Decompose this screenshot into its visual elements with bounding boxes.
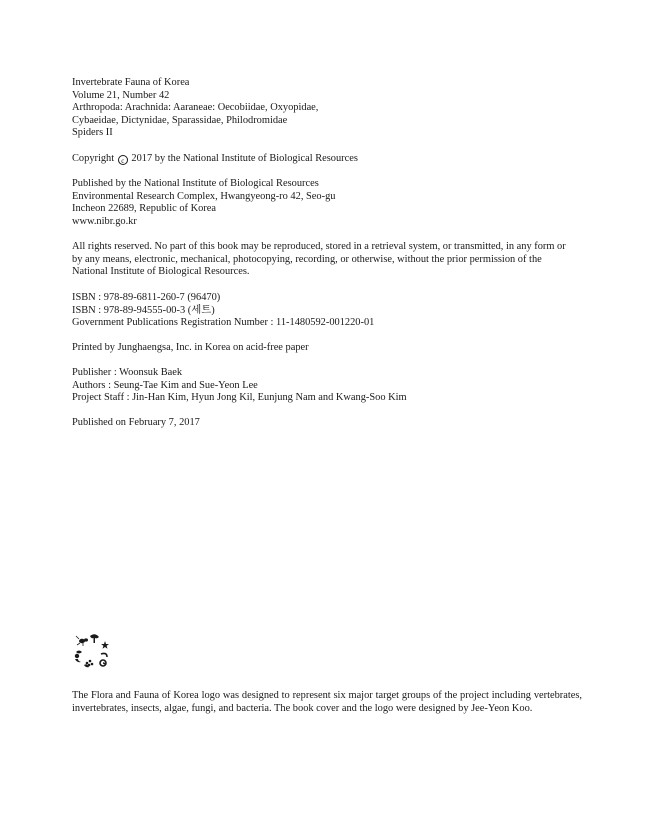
taxon-line-1: Arthropoda: Arachnida: Aaraneae: Oecobiidae, Oxyopidae,: [72, 102, 319, 114]
book-subtitle: Spiders II: [72, 127, 113, 139]
printer-text: Printed by Junghaengsa, Inc. in Korea on acid-free paper: [72, 342, 309, 353]
printer-note: [72, 342, 572, 355]
publication-date-text: Published on February 7, 2017: [72, 417, 200, 428]
publisher-address: [72, 178, 572, 228]
copyright-prefix: Copyright: [72, 153, 115, 164]
staff-credit: Project Staff : Jin-Han Kim, Hyun Jong Kil, Eunjung Nam and Kwang-Soo Kim: [72, 392, 407, 404]
isbn-block: [72, 292, 572, 330]
rights-text: All rights reserved. No part of this book may be reproduced, stored in a retrieval system, or transmitted, in any form or by any means, electronic, mechanical, photocopying, recording, or otherwise, without the prior permission of the National Institute of Biological Resources.: [72, 241, 566, 278]
copyright-symbol-icon: c: [118, 155, 128, 165]
publisher-credit: Publisher : Woonsuk Baek: [72, 367, 183, 378]
isbn-line-2: ISBN : 978-89-94555-00-3 (세트): [72, 304, 215, 316]
copyright-notice: [72, 153, 572, 166]
logo-description-text: The Flora and Fauna of Korea logo was designed to represent six major target groups of the project including vertebrates, invertebrates, insects, algae, fungi, and bacteria. The book cover and the logo were designed by Jee-Yeon Koo.: [72, 690, 582, 714]
authors-credit: Authors : Seung-Tae Kim and Sue-Yeon Lee: [72, 379, 258, 391]
publication-date: [72, 417, 572, 430]
address-line-2: Incheon 22689, Republic of Korea: [72, 203, 216, 215]
series-info: [72, 77, 572, 140]
logo-description: [72, 690, 582, 715]
address-line-1: Environmental Research Complex, Hwangyeong-ro 42, Seo-gu: [72, 190, 336, 202]
copyright-text: 2017 by the National Institute of Biological Resources: [131, 153, 358, 164]
taxon-line-2: Cybaeidae, Dictynidae, Sparassidae, Philodromidae: [72, 114, 288, 126]
rights-statement: [72, 241, 577, 279]
flora-fauna-korea-logo-icon: [70, 632, 114, 676]
published-by: Published by the National Institute of Biological Resources: [72, 178, 319, 189]
website-link[interactable]: www.nibr.go.kr: [72, 215, 137, 227]
volume-number: Volume 21, Number 42: [72, 89, 170, 101]
registration-number: Government Publications Registration Number : 11-1480592-001220-01: [72, 317, 375, 329]
isbn-line-1: ISBN : 978-89-6811-260-7 (96470): [72, 292, 221, 303]
series-title: Invertebrate Fauna of Korea: [72, 77, 190, 88]
credits-block: [72, 367, 572, 405]
